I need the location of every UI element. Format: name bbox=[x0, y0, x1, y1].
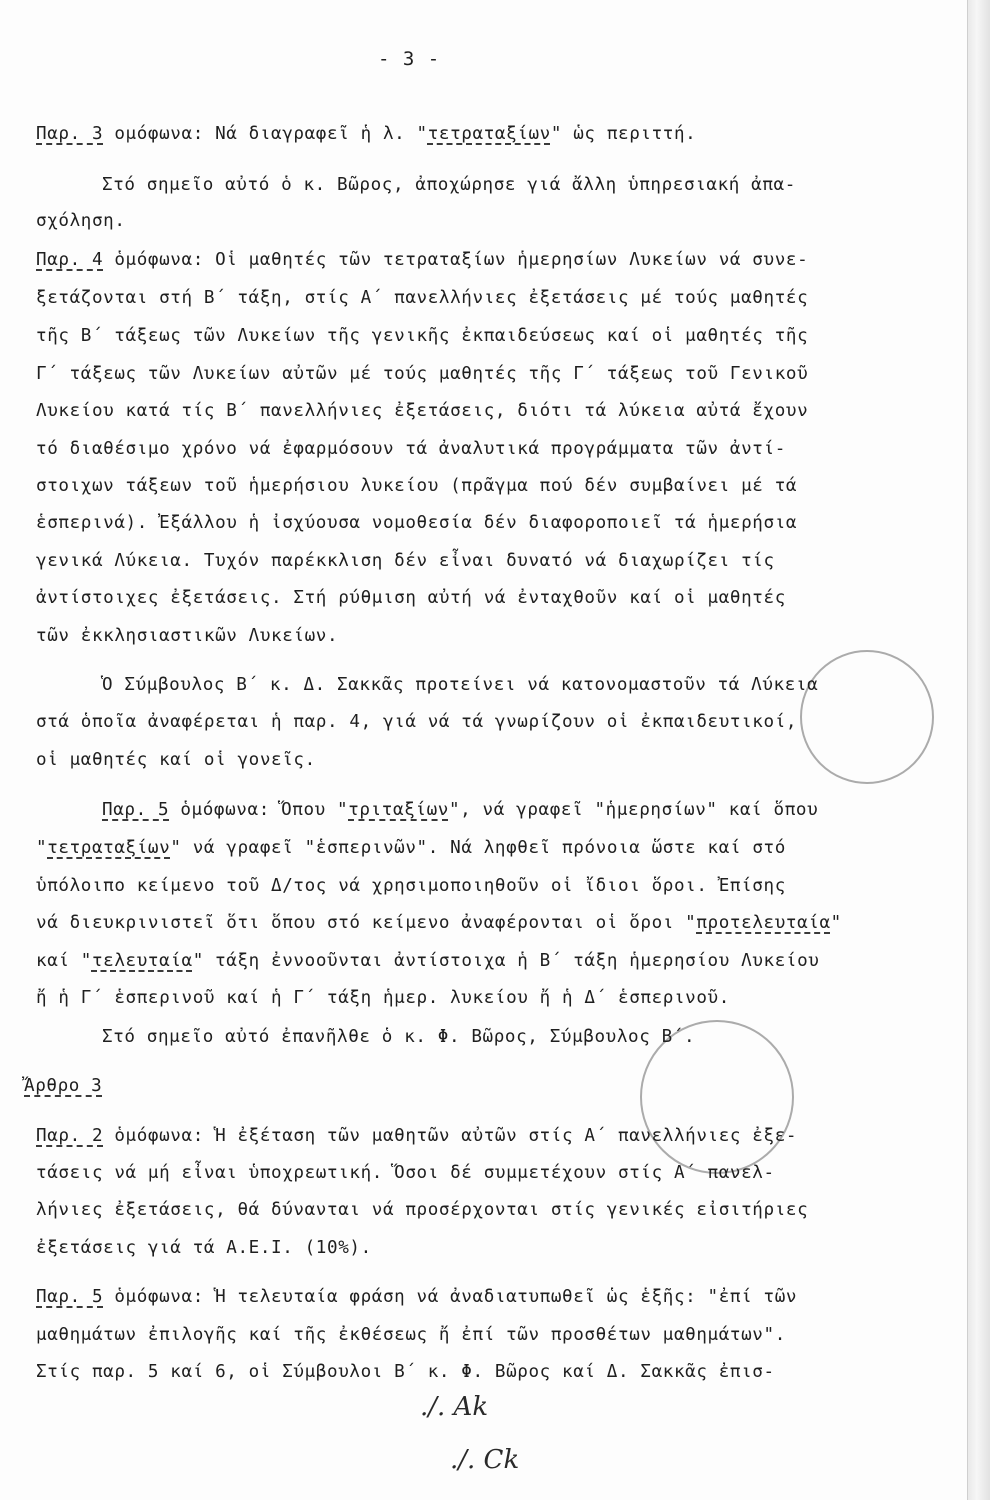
text-line: Στό σημεῖο αὐτό ἐπανῆλθε ὁ κ. Φ. Βῶρος, Σύμβουλος Β΄. bbox=[102, 1027, 696, 1047]
para-text: " bbox=[36, 838, 48, 858]
text-line: ἐξετάσεις γιά τά Α.Ε.Ι. (10%). bbox=[36, 1238, 372, 1258]
underlined-term: προτελευταία bbox=[696, 913, 831, 933]
underlined-term: τετραταξίων bbox=[47, 838, 171, 858]
text-line: γενικά Λύκεια. Τυχόν παρέκκλιση δέν εἶναι δυνατό νά διαχωρίζει τίς bbox=[36, 551, 775, 571]
underlined-term: τετραταξίων bbox=[427, 124, 551, 144]
text-line: σχόληση. bbox=[36, 211, 126, 231]
para-text: ὁμόφωνα: Ἡ τελευταία φράση νά ἀναδιατυπωθεῖ ὡς ἑξῆς: "ἐπί τῶν bbox=[103, 1287, 798, 1307]
para-text: ὁμόφωνα: Ἡ ἐξέταση τῶν μαθητῶν αὐτῶν στίς Α΄ πανελλήνιες ἐξε- bbox=[103, 1126, 798, 1146]
para-4-line bbox=[36, 250, 808, 270]
page-edge bbox=[967, 0, 990, 1500]
text-line: οἱ μαθητές καί οἱ γονεῖς. bbox=[36, 750, 316, 770]
para-text: ὁμόφωνα: Ὅπου " bbox=[169, 800, 349, 820]
para-text: " bbox=[830, 913, 842, 933]
para-label: Παρ. 2 bbox=[36, 1126, 104, 1146]
initials-signature-1: ./. Ak bbox=[420, 1392, 489, 1422]
para-5-line bbox=[102, 800, 818, 820]
article-title: Ἄρθρο 3 bbox=[24, 1076, 103, 1096]
para-label: Παρ. 5 bbox=[102, 800, 170, 820]
text-line: μαθημάτων ἐπιλογῆς καί τῆς ἐκθέσεως ἤ ἐπί τῶν προσθέτων μαθημάτων". bbox=[36, 1325, 786, 1345]
para-3-line bbox=[36, 124, 696, 144]
text-line bbox=[36, 951, 819, 971]
para-text: καί " bbox=[36, 951, 92, 971]
text-line: ἤ ἡ Γ΄ ἑσπερινοῦ καί ἡ Γ΄ τάξη ἡμερ. λυκείου ἤ ἡ Δ΄ ἑσπερινοῦ. bbox=[36, 988, 730, 1008]
article-3-para-5-line bbox=[36, 1287, 797, 1307]
text-line: τῆς Β΄ τάξεως τῶν Λυκείων τῆς γενικῆς ἐκπαιδεύσεως καί οἱ μαθητές τῆς bbox=[36, 326, 809, 346]
text-line: στοιχων τάξεων τοῦ ἡμερήσιου λυκείου (πρᾶγμα πού δέν συμβαίνει μέ τά bbox=[36, 476, 798, 496]
text-line bbox=[36, 838, 786, 858]
article-heading bbox=[24, 1076, 102, 1096]
text-line: Ὁ Σύμβουλος Β΄ κ. Δ. Σακκᾶς προτείνει νά κατονομαστοῦν τά Λύκεια bbox=[102, 675, 819, 695]
para-label: Παρ. 3 bbox=[36, 124, 104, 144]
text-line: στά ὁποῖα ἀναφέρεται ἡ παρ. 4, γιά νά τά γνωρίζουν οἱ ἐκπαιδευτικοί, bbox=[36, 712, 798, 732]
text-line: ἑσπερινά). Ἐξάλλου ἡ ἰσχύουσα νομοθεσία δέν διαφοροποιεῖ τά ἡμερήσια bbox=[36, 513, 798, 533]
text-line bbox=[36, 913, 842, 933]
para-text: " ὡς περιττή. bbox=[550, 124, 697, 144]
text-line: Στό σημεῖο αὐτό ὁ κ. Βῶρος, ἀποχώρησε γιά ἄλλη ὑπηρεσιακή ἀπα- bbox=[102, 175, 796, 195]
text-line: Στίς παρ. 5 καί 6, οἱ Σύμβουλοι Β΄ κ. Φ. Βῶρος καί Δ. Σακκᾶς ἐπισ- bbox=[36, 1362, 775, 1382]
para-text: " τάξη ἐννοοῦνται ἀντίστοιχα ἡ Β΄ τάξη ἡμερησίου Λυκείου bbox=[192, 951, 820, 971]
underlined-term: τελευταία bbox=[91, 951, 193, 971]
text-line: τῶν ἐκκλησιαστικῶν Λυκείων. bbox=[36, 626, 339, 646]
text-line: Γ΄ τάξεως τῶν Λυκείων αὐτῶν μέ τούς μαθητές τῆς Γ΄ τάξεως τοῦ Γενικοῦ bbox=[36, 364, 809, 384]
text-line: ἀντίστοιχες ἐξετάσεις. Στή ρύθμιση αὐτή νά ἐνταχθοῦν καί οἱ μαθητές bbox=[36, 588, 786, 608]
para-text: νά διευκρινιστεῖ ὅτι ὅπου στό κείμενο ἀναφέρονται οἱ ὅροι " bbox=[36, 913, 697, 933]
text-line: ξετάζονται στή Β΄ τάξη, στίς Α΄ πανελλήνιες ἐξετάσεις μέ τούς μαθητές bbox=[36, 288, 809, 308]
para-label: Παρ. 5 bbox=[36, 1287, 104, 1307]
page-number: - 3 - bbox=[378, 48, 441, 70]
para-label: Παρ. 4 bbox=[36, 250, 104, 270]
underlined-term: τριταξίων bbox=[348, 800, 449, 820]
para-text: ", νά γραφεῖ "ἡμερησίων" καί ὅπου bbox=[448, 800, 819, 820]
text-line: λήνιες ἐξετάσεις, θά δύνανται νά προσέρχονται στίς γενικές εἰσιτήριες bbox=[36, 1200, 809, 1220]
para-text: ὁμόφωνα: Οἱ μαθητές τῶν τετραταξίων ἡμερησίων Λυκείων νά συνε- bbox=[103, 250, 809, 270]
article-3-para-2-line bbox=[36, 1126, 797, 1146]
para-text: ομόφωνα: Νά διαγραφεῖ ἡ λ. " bbox=[103, 124, 428, 144]
text-line: τό διαθέσιμο χρόνο νά ἐφαρμόσουν τά ἀναλυτικά προγράμματα τῶν ἀντί- bbox=[36, 439, 786, 459]
para-text: " νά γραφεῖ "ἑσπερινῶν". Νά ληφθεῖ πρόνοια ὥστε καί στό bbox=[170, 838, 786, 858]
text-line: τάσεις νά μή εἶναι ὑποχρεωτική. Ὅσοι δέ συμμετέχουν στίς Α΄ πανελ- bbox=[36, 1163, 775, 1183]
text-line: ὑπόλοιπο κείμενο τοῦ Δ/τος νά χρησιμοποιηθοῦν οἱ ἴδιοι ὅροι. Ἐπίσης bbox=[36, 876, 786, 896]
initials-signature-2: ./. Ck bbox=[450, 1445, 520, 1475]
text-line: Λυκείου κατά τίς Β΄ πανελλήνιες ἐξετάσεις, διότι τά λύκεια αὐτά ἔχουν bbox=[36, 401, 809, 421]
seal-stamp-upper bbox=[800, 650, 934, 784]
